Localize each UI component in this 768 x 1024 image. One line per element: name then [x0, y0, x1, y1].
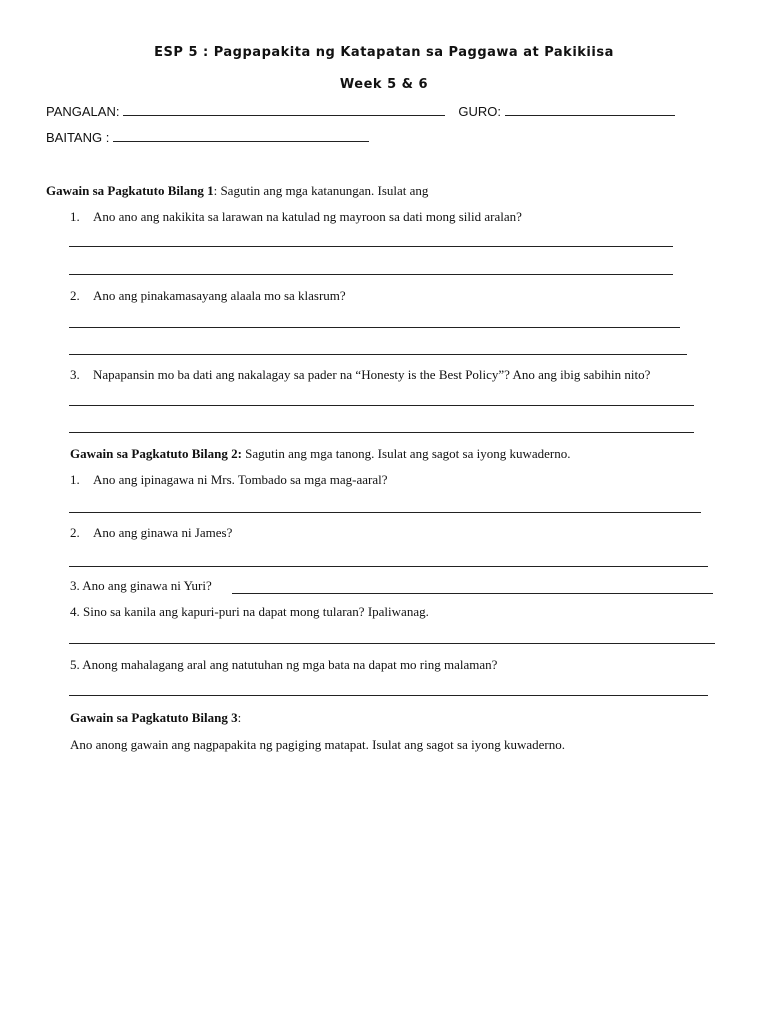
a2-q1-answer-line[interactable]: [69, 512, 701, 513]
teacher-blank[interactable]: [505, 105, 675, 116]
activity-1-heading-row: [46, 183, 428, 199]
a2-question-4: 4. Sino sa kanila ang kapuri-puri na dapat mong tularan? Ipaliwanag.: [70, 604, 429, 619]
a1-question-3: 3. Napapansin mo ba dati ang nakalagay sa pader na “Honesty is the Best Policy”? Ano ang ibig sabihin nito?: [70, 367, 651, 382]
a1-question-1: 1. Ano ano ang nakikita sa larawan na katulad ng mayroon sa dati mong silid aralan?: [70, 209, 522, 224]
a2-q5-answer-line[interactable]: [69, 695, 708, 696]
a1-q3-answer-line-1[interactable]: [69, 405, 694, 406]
teacher-label: GURO:: [458, 104, 501, 119]
grade-row: [46, 130, 369, 145]
a1-q2-answer-line-1[interactable]: [69, 327, 680, 328]
a1-question-2: 2. Ano ang pinakamasayang alaala mo sa klasrum?: [70, 288, 346, 303]
a1-q2-answer-line-2[interactable]: [69, 354, 687, 355]
activity-3-instruction: Ano anong gawain ang nagpapakita ng pagiging matapat. Isulat ang sagot sa iyong kuwaderno.: [70, 737, 565, 752]
name-label: PANGALAN:: [46, 104, 120, 119]
activity-3-heading: Gawain sa Pagkatuto Bilang 3: [70, 710, 238, 725]
activity-2-instruction: Sagutin ang mga tanong. Isulat ang sagot sa iyong kuwaderno.: [241, 446, 571, 461]
name-blank[interactable]: [123, 105, 445, 116]
activity-3-heading-row: Gawain sa Pagkatuto Bilang 3:: [70, 710, 242, 725]
a2-question-5: 5. Anong mahalagang aral ang natutuhan ng mga bata na dapat mo ring malaman?: [70, 657, 498, 672]
a1-q3-answer-line-2[interactable]: [69, 432, 694, 433]
a1-q1-answer-line-1[interactable]: [69, 246, 673, 247]
a1-q1-answer-line-2[interactable]: [69, 274, 673, 275]
worksheet-title: ESP 5 : Pagpapakita ng Katapatan sa Paggawa at Pakikiisa: [154, 45, 614, 60]
a2-q3-answer-line[interactable]: [232, 593, 713, 594]
activity-1-heading: Gawain sa Pagkatuto Bilang 1: [46, 183, 214, 198]
worksheet-subtitle: Week 5 & 6: [339, 77, 429, 92]
a2-q2-answer-line[interactable]: [69, 566, 708, 567]
a2-question-1: 1. Ano ang ipinagawa ni Mrs. Tombado sa mga mag-aaral?: [70, 472, 388, 487]
activity-2-heading: Gawain sa Pagkatuto Bilang 2:: [70, 446, 242, 461]
a2-question-2: 2. Ano ang ginawa ni James?: [70, 525, 233, 540]
a2-question-3: 3. Ano ang ginawa ni Yuri?: [70, 578, 212, 593]
name-row: [46, 104, 675, 119]
grade-label: BAITANG :: [46, 130, 110, 145]
grade-blank[interactable]: [113, 131, 369, 142]
activity-1-instruction: : Sagutin ang mga katanungan. Isulat ang: [213, 183, 429, 198]
a2-q4-answer-line[interactable]: [69, 643, 715, 644]
activity-2-heading-row: [70, 446, 570, 462]
